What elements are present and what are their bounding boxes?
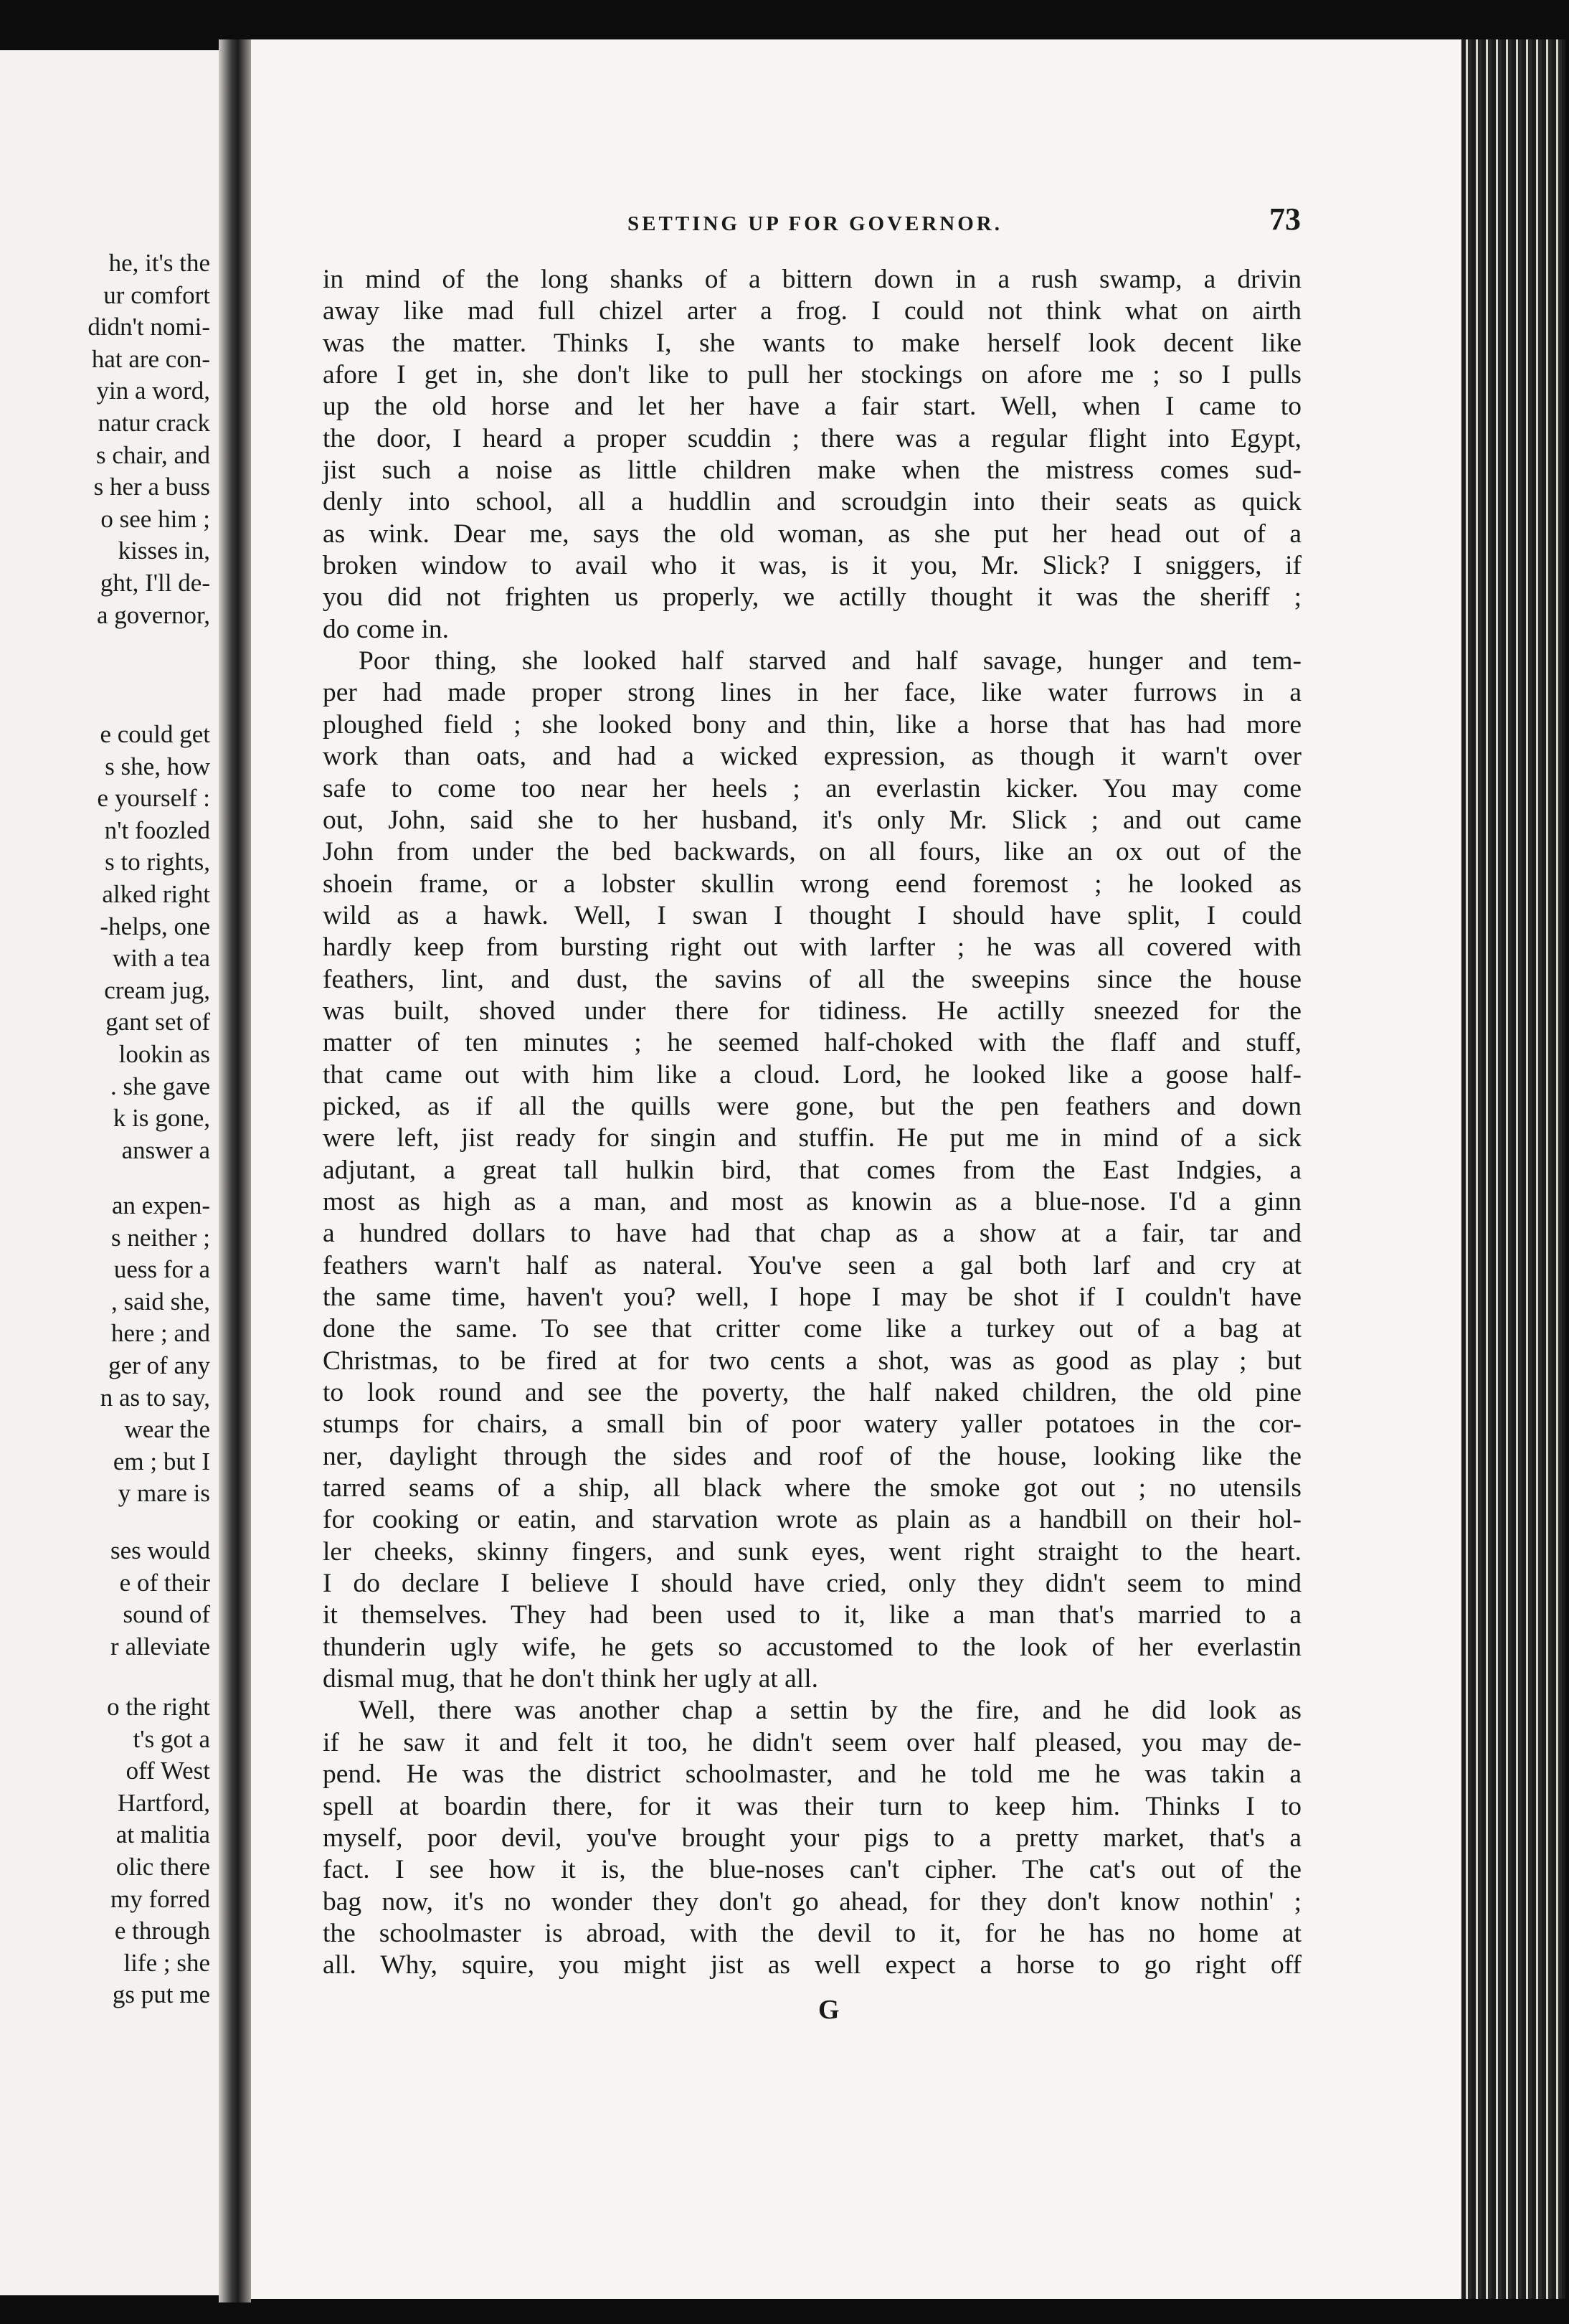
text-line: was the matter. Thinks I, she wants to make herself look decent like	[323, 328, 1302, 358]
left-page-line: sound of	[123, 1600, 210, 1629]
text-line: broken window to avail who it was, is it you, Mr. Slick? I sniggers, if	[323, 551, 1302, 581]
text-line: ploughed field ; she looked bony and thin, like a horse that has had more	[323, 709, 1302, 740]
left-page-line: life ; she	[123, 1948, 210, 1977]
left-page-line: answer a	[121, 1135, 210, 1164]
text-line: ner, daylight through the sides and roof of the house, looking like the	[323, 1441, 1302, 1471]
text-line: out, John, said she to her husband, it's only Mr. Slick ; and out came	[323, 805, 1302, 835]
left-page-line: s chair, and	[96, 440, 210, 469]
left-page-line: my forred	[110, 1884, 210, 1913]
left-page-line: cream jug,	[104, 976, 210, 1004]
left-page-line: s neither ;	[110, 1223, 210, 1252]
text-line: picked, as if all the quills were gone, but the pen feathers and down	[323, 1091, 1302, 1121]
left-page-fragment-d	[0, 1535, 210, 1663]
left-page-line: gs put me	[112, 1980, 210, 2009]
signature-mark: G	[818, 1995, 840, 2025]
text-line: shoein frame, or a lobster skullin wrong eend foremost ; he looked as	[323, 869, 1302, 899]
text-line: adjutant, a great tall hulkin bird, that comes from the East Indgies, a	[323, 1155, 1302, 1185]
text-line: away like mad full chizel arter a frog. I could not think what on airth	[323, 296, 1302, 326]
left-page-line: o the right	[107, 1693, 210, 1721]
text-line: feathers warn't half as nateral. You've seen a gal both larf and cry at	[323, 1250, 1302, 1280]
left-page-line: off West	[125, 1757, 210, 1785]
text-line: bag now, it's no wonder they don't go ahead, for they don't know nothin' ;	[323, 1886, 1302, 1917]
left-page-line: s to rights,	[105, 848, 210, 877]
page-edges	[1461, 39, 1565, 2299]
text-line: the schoolmaster is abroad, with the devil to it, for he has no home at	[323, 1918, 1302, 1948]
text-line: in mind of the long shanks of a bittern down in a rush swamp, a drivin	[323, 265, 1302, 294]
left-page-line: kisses in,	[118, 537, 210, 565]
text-line: work than oats, and had a wicked expression, as though it warn't over	[323, 742, 1302, 772]
left-page-line: n as to say,	[100, 1383, 210, 1412]
running-head: SETTING UP FOR GOVERNOR.	[627, 212, 1002, 235]
text-line: do come in.	[323, 614, 450, 644]
text-line: up the old horse and let her have a fair start. Well, when I came to	[323, 392, 1302, 422]
text-line: matter of ten minutes ; he seemed half-choked with the flaff and stuff,	[323, 1028, 1302, 1058]
left-page-line: wear the	[124, 1415, 210, 1444]
left-page-fragment-e	[0, 1691, 210, 2011]
left-page-line: didn't nomi-	[87, 313, 210, 341]
page-number: 73	[1269, 202, 1301, 237]
left-page-line: y mare is	[118, 1479, 210, 1508]
left-page-fragment-b	[0, 719, 210, 1166]
left-page-line: natur crack	[98, 408, 210, 437]
text-line: tarred seams of a ship, all black where the smoke got out ; no utensils	[323, 1473, 1302, 1503]
left-page-line: lookin as	[118, 1039, 210, 1068]
left-page-line: an expen-	[111, 1191, 210, 1219]
text-line: I do declare I believe I should have cried, only they didn't seem to mind	[323, 1569, 1302, 1599]
text-line: you did not frighten us properly, we actilly thought it was the sheriff ;	[323, 582, 1302, 613]
text-line: Poor thing, she looked half starved and half savage, hunger and tem-	[359, 646, 1302, 676]
text-line: for cooking or eatin, and starvation wrote as plain as a handbill on their hol-	[323, 1505, 1302, 1535]
text-line: a hundred dollars to have had that chap as a show at a fair, tar and	[323, 1219, 1302, 1249]
text-line: hardly keep from bursting right out with larfter ; he was all covered with	[323, 932, 1302, 963]
left-page-line: with a tea	[112, 944, 210, 973]
text-line: per had made proper strong lines in her face, like water furrows in a	[323, 678, 1302, 708]
text-line: spell at boardin there, for it was their turn to keep him. Thinks I to	[323, 1791, 1302, 1821]
text-line: were left, jist ready for singin and stuffin. He put me in mind of a sick	[323, 1123, 1302, 1153]
left-page-line: olic there	[115, 1852, 210, 1881]
left-page-line: s her a buss	[93, 473, 210, 501]
text-line: the same time, haven't you? well, I hope I may be shot if I couldn't have	[323, 1283, 1302, 1312]
text-line: if he saw it and felt it too, he didn't seem over half pleased, you may de-	[323, 1727, 1302, 1757]
text-line: jist such a noise as little children make when the mistress comes sud-	[323, 455, 1302, 486]
text-line: wild as a hawk. Well, I swan I thought I should have split, I could	[323, 900, 1302, 930]
text-line: it themselves. They had been used to it, like a man that's married to a	[323, 1600, 1302, 1630]
text-line: safe to come too near her heels ; an everlastin kicker. You may come	[323, 773, 1302, 803]
text-line: fact. I see how it is, the blue-noses can't cipher. The cat's out of the	[323, 1855, 1302, 1885]
text-line: dismal mug, that he don't think her ugly at all.	[323, 1664, 819, 1694]
left-page-line: e could get	[100, 720, 210, 748]
left-page-line: Hartford,	[117, 1788, 210, 1817]
left-page-line: t's got a	[133, 1724, 210, 1753]
left-page-line: ger of any	[108, 1351, 210, 1379]
body-text	[323, 264, 1302, 1982]
left-page-line: gant set of	[105, 1008, 210, 1036]
text-line: most as high as a man, and most as knowin as a blue-nose. I'd a ginn	[323, 1186, 1302, 1217]
left-page-line: alked right	[102, 879, 210, 908]
left-page-line: e of their	[119, 1568, 210, 1597]
left-page-line: here ; and	[111, 1319, 210, 1348]
left-page-fragment-a	[0, 247, 210, 631]
left-page-fragment-c	[0, 1190, 210, 1510]
left-page-line: uess for a	[113, 1255, 210, 1284]
left-page-line: ght, I'll de-	[100, 568, 210, 597]
left-page-line: yin a word,	[96, 377, 210, 405]
text-line: denly into school, all a huddlin and scroudgin into their seats as quick	[323, 487, 1302, 517]
left-page-line: k is gone,	[113, 1104, 210, 1133]
text-line: afore I get in, she don't like to pull her stockings on afore me ; so I pulls	[323, 360, 1302, 390]
text-line: pend. He was the district schoolmaster, and he told me he was takin a	[323, 1759, 1302, 1790]
left-page-line: , said she,	[110, 1287, 210, 1315]
text-line: the door, I heard a proper scuddin ; there was a regular flight into Egypt,	[323, 423, 1302, 453]
text-line: done the same. To see that critter come like a turkey out of a bag at	[323, 1314, 1302, 1344]
text-line: was built, shoved under there for tidiness. He actilly sneezed for the	[323, 996, 1302, 1026]
text-line: all. Why, squire, you might jist as well expect a horse to go right off	[323, 1950, 1302, 1980]
text-line: feathers, lint, and dust, the savins of all the sweepins since the house	[323, 964, 1302, 994]
text-line: as wink. Dear me, says the old woman, as she put her head out of a	[323, 519, 1302, 549]
text-line: that came out with him like a cloud. Lord, he looked like a goose half-	[323, 1059, 1302, 1090]
left-page-line: em ; but I	[113, 1447, 210, 1475]
left-page-line: r alleviate	[110, 1632, 210, 1661]
left-page-line: -helps, one	[100, 912, 210, 940]
left-page-line: o see him ;	[100, 504, 210, 533]
text-line: ler cheeks, skinny fingers, and sunk eyes, went right straight to the heart.	[323, 1536, 1302, 1567]
left-page-line: hat are con-	[91, 344, 210, 373]
text-line: thunderin ugly wife, he gets so accustomed to the look of her everlastin	[323, 1632, 1302, 1662]
text-line: to look round and see the poverty, the half naked children, the old pine	[323, 1378, 1302, 1408]
text-line: myself, poor devil, you've brought your pigs to a pretty market, that's a	[323, 1823, 1302, 1853]
text-line: Well, there was another chap a settin by the fire, and he did look as	[359, 1696, 1302, 1726]
left-page-line: e yourself :	[97, 784, 210, 813]
left-page-line: ur comfort	[103, 280, 210, 309]
left-page-line: s she, how	[105, 752, 210, 780]
left-page-line: n't foozled	[104, 816, 210, 844]
text-line: stumps for chairs, a small bin of poor watery yaller potatoes in the cor-	[323, 1409, 1302, 1440]
left-page-line: at malitia	[115, 1820, 210, 1849]
left-page-line: a governor,	[97, 600, 210, 629]
left-page-line: e through	[114, 1917, 210, 1945]
left-page-line: . she gave	[110, 1072, 210, 1100]
left-facing-page	[0, 50, 219, 2295]
left-page-line: ses would	[110, 1536, 210, 1564]
left-page-line: he, it's the	[108, 249, 210, 277]
book-gutter	[219, 39, 251, 2302]
text-line: Christmas, to be fired at for two cents a shot, was as good as play ; but	[323, 1346, 1302, 1376]
text-line: John from under the bed backwards, on all fours, like an ox out of the	[323, 837, 1302, 867]
